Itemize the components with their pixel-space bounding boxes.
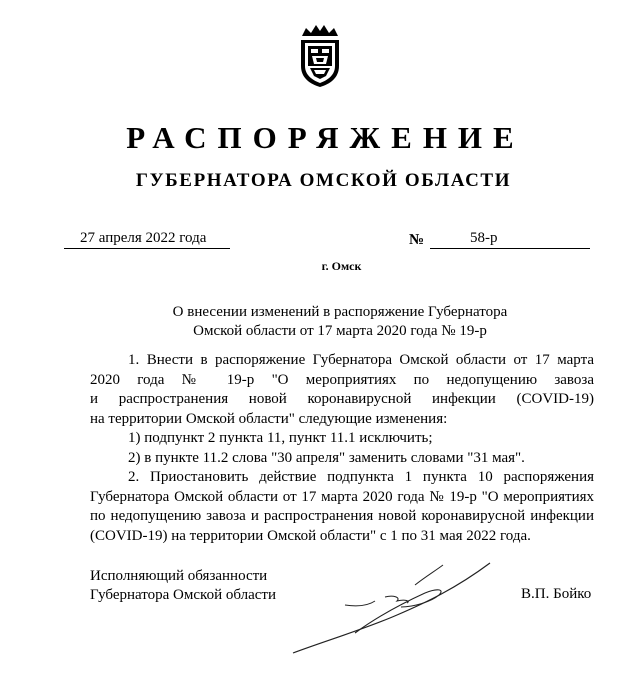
coat-of-arms-icon [296, 22, 344, 88]
position-line: Губернатора Омской области [90, 587, 276, 603]
paragraph-line: 2020 года № 19-р "О мероприятиях по недопущению завоза [90, 371, 594, 388]
document-body [90, 351, 594, 546]
heading-line: Омской области от 17 марта 2020 года № 19-р [193, 323, 487, 339]
paragraph-line: по недопущению завоза и распространения новой коронавирусной инфекции [90, 508, 594, 524]
document-title: РАСПОРЯЖЕНИЕ [126, 120, 525, 155]
document-city: г. Омск [321, 259, 362, 273]
number-sign: № [409, 232, 425, 248]
number-underline [430, 248, 590, 249]
document-issuer: ГУБЕРНАТОРА ОМСКОЙ ОБЛАСТИ [135, 170, 512, 191]
paragraph-line: (COVID-19) на территории Омской области" с 1 по 31 мая 2022 года. [90, 527, 531, 544]
document-number: 58-р [470, 230, 498, 246]
list-item: 1) подпункт 2 пункта 11, пункт 11.1 исключить; [128, 430, 433, 446]
paragraph-line: и распространения новой коронавирусной инфекции (COVID-19) [90, 391, 594, 407]
paragraph-line: на территории Омской области" следующие изменения: [90, 410, 448, 427]
signatory-position [90, 567, 276, 605]
heading-line: О внесении изменений в распоряжение Губернатора [172, 304, 508, 320]
document-date: 27 апреля 2022 года [80, 230, 207, 246]
paragraph-line: 1. Внести в распоряжение Губернатора Омской области от 17 марта [128, 352, 594, 368]
date-underline [64, 248, 230, 249]
position-line: Исполняющий обязанности [90, 568, 268, 584]
handwritten-signature [285, 555, 515, 660]
document-heading [150, 303, 530, 341]
paragraph-line: 2. Приостановить действие подпункта 1 пункта 10 распоряжения [128, 469, 594, 485]
list-item: 2) в пункте 11.2 слова "30 апреля" заменить словами "31 мая". [128, 449, 525, 466]
signatory-name: В.П. Бойко [521, 586, 592, 602]
paragraph-line: Губернатора Омской области от 17 марта 2020 года № 19-р "О мероприятиях [90, 488, 594, 505]
